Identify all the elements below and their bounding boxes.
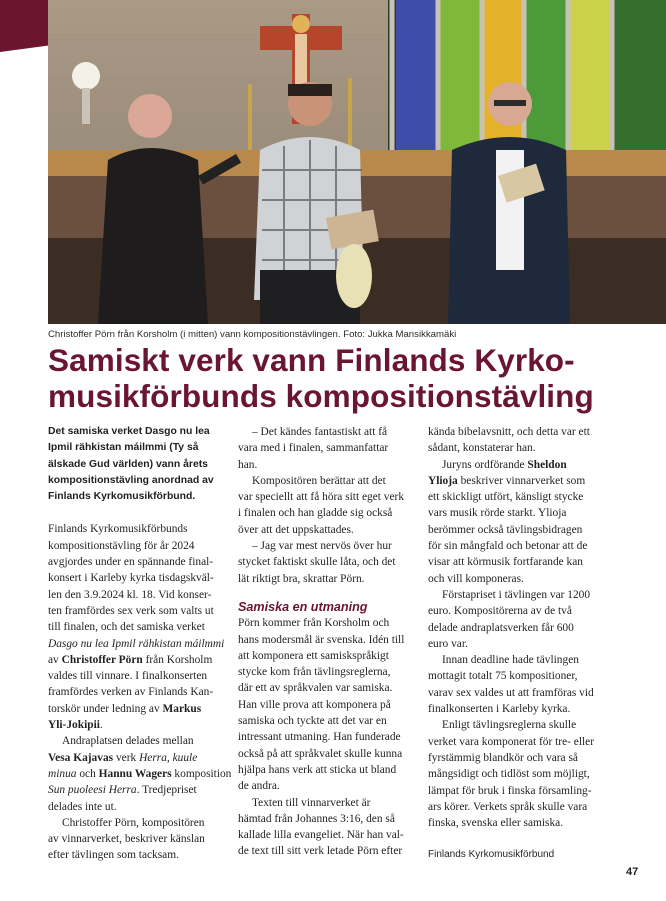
lead-line: Finlands Kyrkomusikförbund.: [48, 491, 196, 503]
body-line: euro var.: [428, 637, 468, 650]
body-line: i finalen och han gladde sig också: [238, 507, 393, 520]
body-line: lämpat för bruk i finska församling-: [428, 784, 592, 797]
body-line: Enligt tävlingsreglerna skulle: [442, 719, 577, 732]
body-line: över att det uppskattades.: [238, 523, 354, 536]
body-line: konsert i Karleby kyrka tisdagskväl-: [48, 572, 214, 585]
body-line: Pörn kommer från Korsholm och: [238, 617, 390, 630]
body-paragraph: [238, 424, 416, 473]
body-line: framfördes verken av Finlands Kan-: [48, 686, 214, 699]
body-line: [48, 782, 228, 798]
body-line: [48, 717, 228, 733]
body-paragraph: [428, 652, 604, 717]
body-line: Han ville prova att komponera på: [238, 698, 391, 711]
body-line: berömmer också tävlingsbidragen: [428, 523, 583, 536]
body-line: Christoffer Pörn, kompositören: [62, 816, 205, 829]
body-line: – Jag var mest nervös över hur: [252, 540, 392, 553]
person-name: Christoffer Pörn: [61, 653, 143, 666]
body-line: de text till sitt verk letade Pörn efter: [238, 845, 403, 858]
body-line: [428, 457, 604, 473]
body-text: .: [99, 719, 103, 732]
spacer: [48, 505, 228, 521]
body-line: mångsidigt och tidlöst som möjligt,: [428, 768, 590, 781]
body-line: mottagit totalt 75 kompositioner,: [428, 670, 578, 683]
body-text: av: [48, 653, 59, 666]
body-text: . Tredjepriset: [136, 784, 197, 797]
body-paragraph: [48, 521, 228, 733]
body-paragraph: [428, 587, 604, 652]
body-line: – Det kändes fantastiskt att få: [252, 426, 388, 438]
work-title: Sun puoleesi Herra: [48, 784, 137, 797]
person-name: Yli-Jokipii: [48, 719, 100, 732]
spacer: [428, 831, 604, 847]
body-line: valdes till vinnare. I finalkonserten: [48, 670, 208, 683]
body-line: varav sex valdes ut att framföras vid: [428, 686, 594, 699]
body-text: från Korsholm: [145, 653, 213, 666]
lead-line: älskade Gud världen) vann årets: [48, 458, 208, 470]
headline-line: Samiskt verk vann Finlands Kyrko-: [48, 342, 575, 378]
subheading: Samiska en utmaning: [238, 599, 368, 614]
body-paragraph: [238, 473, 416, 538]
body-line: lät riktigt bra, skrattar Pörn.: [238, 572, 365, 585]
body-text: torskör under ledning av: [48, 702, 160, 715]
body-text: komposition: [174, 767, 232, 780]
body-paragraph: [428, 424, 604, 457]
body-line: ett skickligt utfört, känsligt stycke: [428, 491, 584, 504]
body-line: var speciellt att få höra sitt eget verk: [238, 491, 405, 504]
body-line: Texten till vinnarverket är: [252, 796, 371, 809]
body-text: verk: [115, 751, 137, 764]
body-line: visar att körmusik fortfarande kan: [428, 556, 583, 569]
body-line: stycket faktiskt skulle låta, och det: [238, 556, 396, 569]
body-line: hans modersmål är svenska. Idén till: [238, 633, 405, 646]
work-title: Herra, kuule: [139, 751, 198, 764]
lead-line: Det samiska verket Dasgo nu lea: [48, 426, 210, 437]
article-column-2: [238, 424, 416, 860]
person-name: Markus: [162, 702, 202, 715]
lead-line: kompositionstävling anordnad av: [48, 474, 214, 486]
body-line: att komponera ett samiskspråkigt: [238, 649, 389, 662]
body-line: han.: [238, 458, 258, 471]
person-name: Sheldon: [527, 458, 567, 471]
spacer: [238, 587, 416, 595]
body-text: Juryns ordförande: [442, 458, 525, 471]
body-line: verket vara komponerat för tre- eller: [428, 735, 595, 748]
body-line: Andraplatsen delades mellan: [62, 735, 194, 748]
article-photo: [48, 0, 666, 324]
body-paragraph: [48, 815, 228, 864]
lead-paragraph: [48, 424, 228, 505]
body-line: [48, 652, 228, 668]
body-line: delades inte ut.: [48, 800, 117, 813]
body-line: sådant, konstaterar han.: [428, 442, 536, 455]
body-line: Finlands Kyrkomusikförbunds: [48, 523, 188, 536]
body-line: kända bibelavsnitt, och detta var ett: [428, 426, 590, 438]
body-line: efter tävlingen som tacksam.: [48, 849, 179, 862]
body-line: Innan deadline hade tävlingen: [442, 654, 579, 667]
body-line: också på att språkvalet skulle kunna: [238, 747, 403, 760]
body-line: Förstapriset i tävlingen var 1200: [442, 588, 591, 601]
body-line: vara med i finalen, sammanfattar: [238, 442, 389, 455]
body-paragraph: [428, 457, 604, 587]
body-line: avgjordes under en spännande final-: [48, 556, 214, 569]
body-paragraph: [238, 538, 416, 587]
body-line: kompositionstävling för år 2024: [48, 539, 195, 552]
body-line: för sin mångfald och betonar att de: [428, 540, 588, 553]
body-paragraph: [238, 615, 416, 794]
lead-line: Ipmil rähkistan máilmmi (Ty så: [48, 442, 199, 454]
body-line: [48, 750, 228, 766]
page-number: 47: [626, 866, 639, 878]
body-paragraph: [238, 795, 416, 860]
body-line: [48, 701, 228, 717]
body-line: intressant utmaning. Han funderade: [238, 731, 401, 744]
body-line: [428, 473, 604, 489]
article-column-1: [48, 424, 232, 864]
body-line: delade andraplatsverken får 600: [428, 621, 574, 634]
body-line: ten framfördes sex verk som valts ut: [48, 604, 214, 617]
headline: [48, 342, 648, 414]
body-line: de andra.: [238, 780, 280, 793]
body-line: fyrstämmig blandkör och vara så: [428, 751, 578, 764]
body-paragraph: [48, 733, 232, 814]
body-line: [48, 766, 232, 782]
person-name: Hannu Wagers: [98, 767, 172, 780]
body-text: och: [79, 767, 96, 780]
body-line: kallade lilla evangeliet. När han val-: [238, 829, 404, 842]
body-line: där ett av språkvalen var samiska.: [238, 682, 393, 695]
body-line: av vinnarverket, beskriver känslan: [48, 833, 205, 846]
body-line: stycke kom från tävlingsreglerna,: [238, 666, 391, 679]
body-line: och vill komponeras.: [428, 572, 524, 585]
body-line: samiska och tyckte att det var en: [238, 715, 387, 728]
author-signature: Finlands Kyrkomusikförbund: [428, 849, 555, 861]
headline-line: musikförbunds kompositionstävling: [48, 378, 594, 414]
body-line: vars musik rörde starkt. Ylioja: [428, 507, 567, 520]
work-title: Dasgo nu lea Ipmil rähkistan máilmmi: [48, 637, 225, 650]
body-line: len den 3.9.2024 kl. 18. Vid konser-: [48, 588, 212, 601]
body-line: Kompositören berättar att det: [252, 474, 386, 487]
body-line: till finalen, och det samiska verket: [48, 621, 205, 634]
photo-caption: Christoffer Pörn från Korsholm (i mitten) vann kompositionstävlingen. Foto: Jukka Mansikkamäki: [48, 329, 457, 340]
article-column-3: [428, 424, 604, 864]
body-line: ars körer. Verkets språk skulle vara: [428, 800, 588, 813]
body-text: beskriver vinnarverket som: [460, 474, 586, 487]
body-line: finalkonserten i Karleby kyrka.: [428, 703, 571, 716]
work-title: minua: [48, 767, 77, 780]
body-paragraph: [428, 717, 604, 831]
body-line: hjälpa hans verk att sticka ut bland: [238, 763, 397, 776]
person-name: Ylioja: [428, 474, 458, 487]
person-name: Vesa Kajavas: [48, 751, 114, 764]
body-line: hämtad från Johannes 3:16, den så: [238, 812, 395, 825]
body-line: finska, svenska eller samiska.: [428, 817, 564, 830]
body-line: euro. Kompositörerna av de två: [428, 605, 572, 618]
